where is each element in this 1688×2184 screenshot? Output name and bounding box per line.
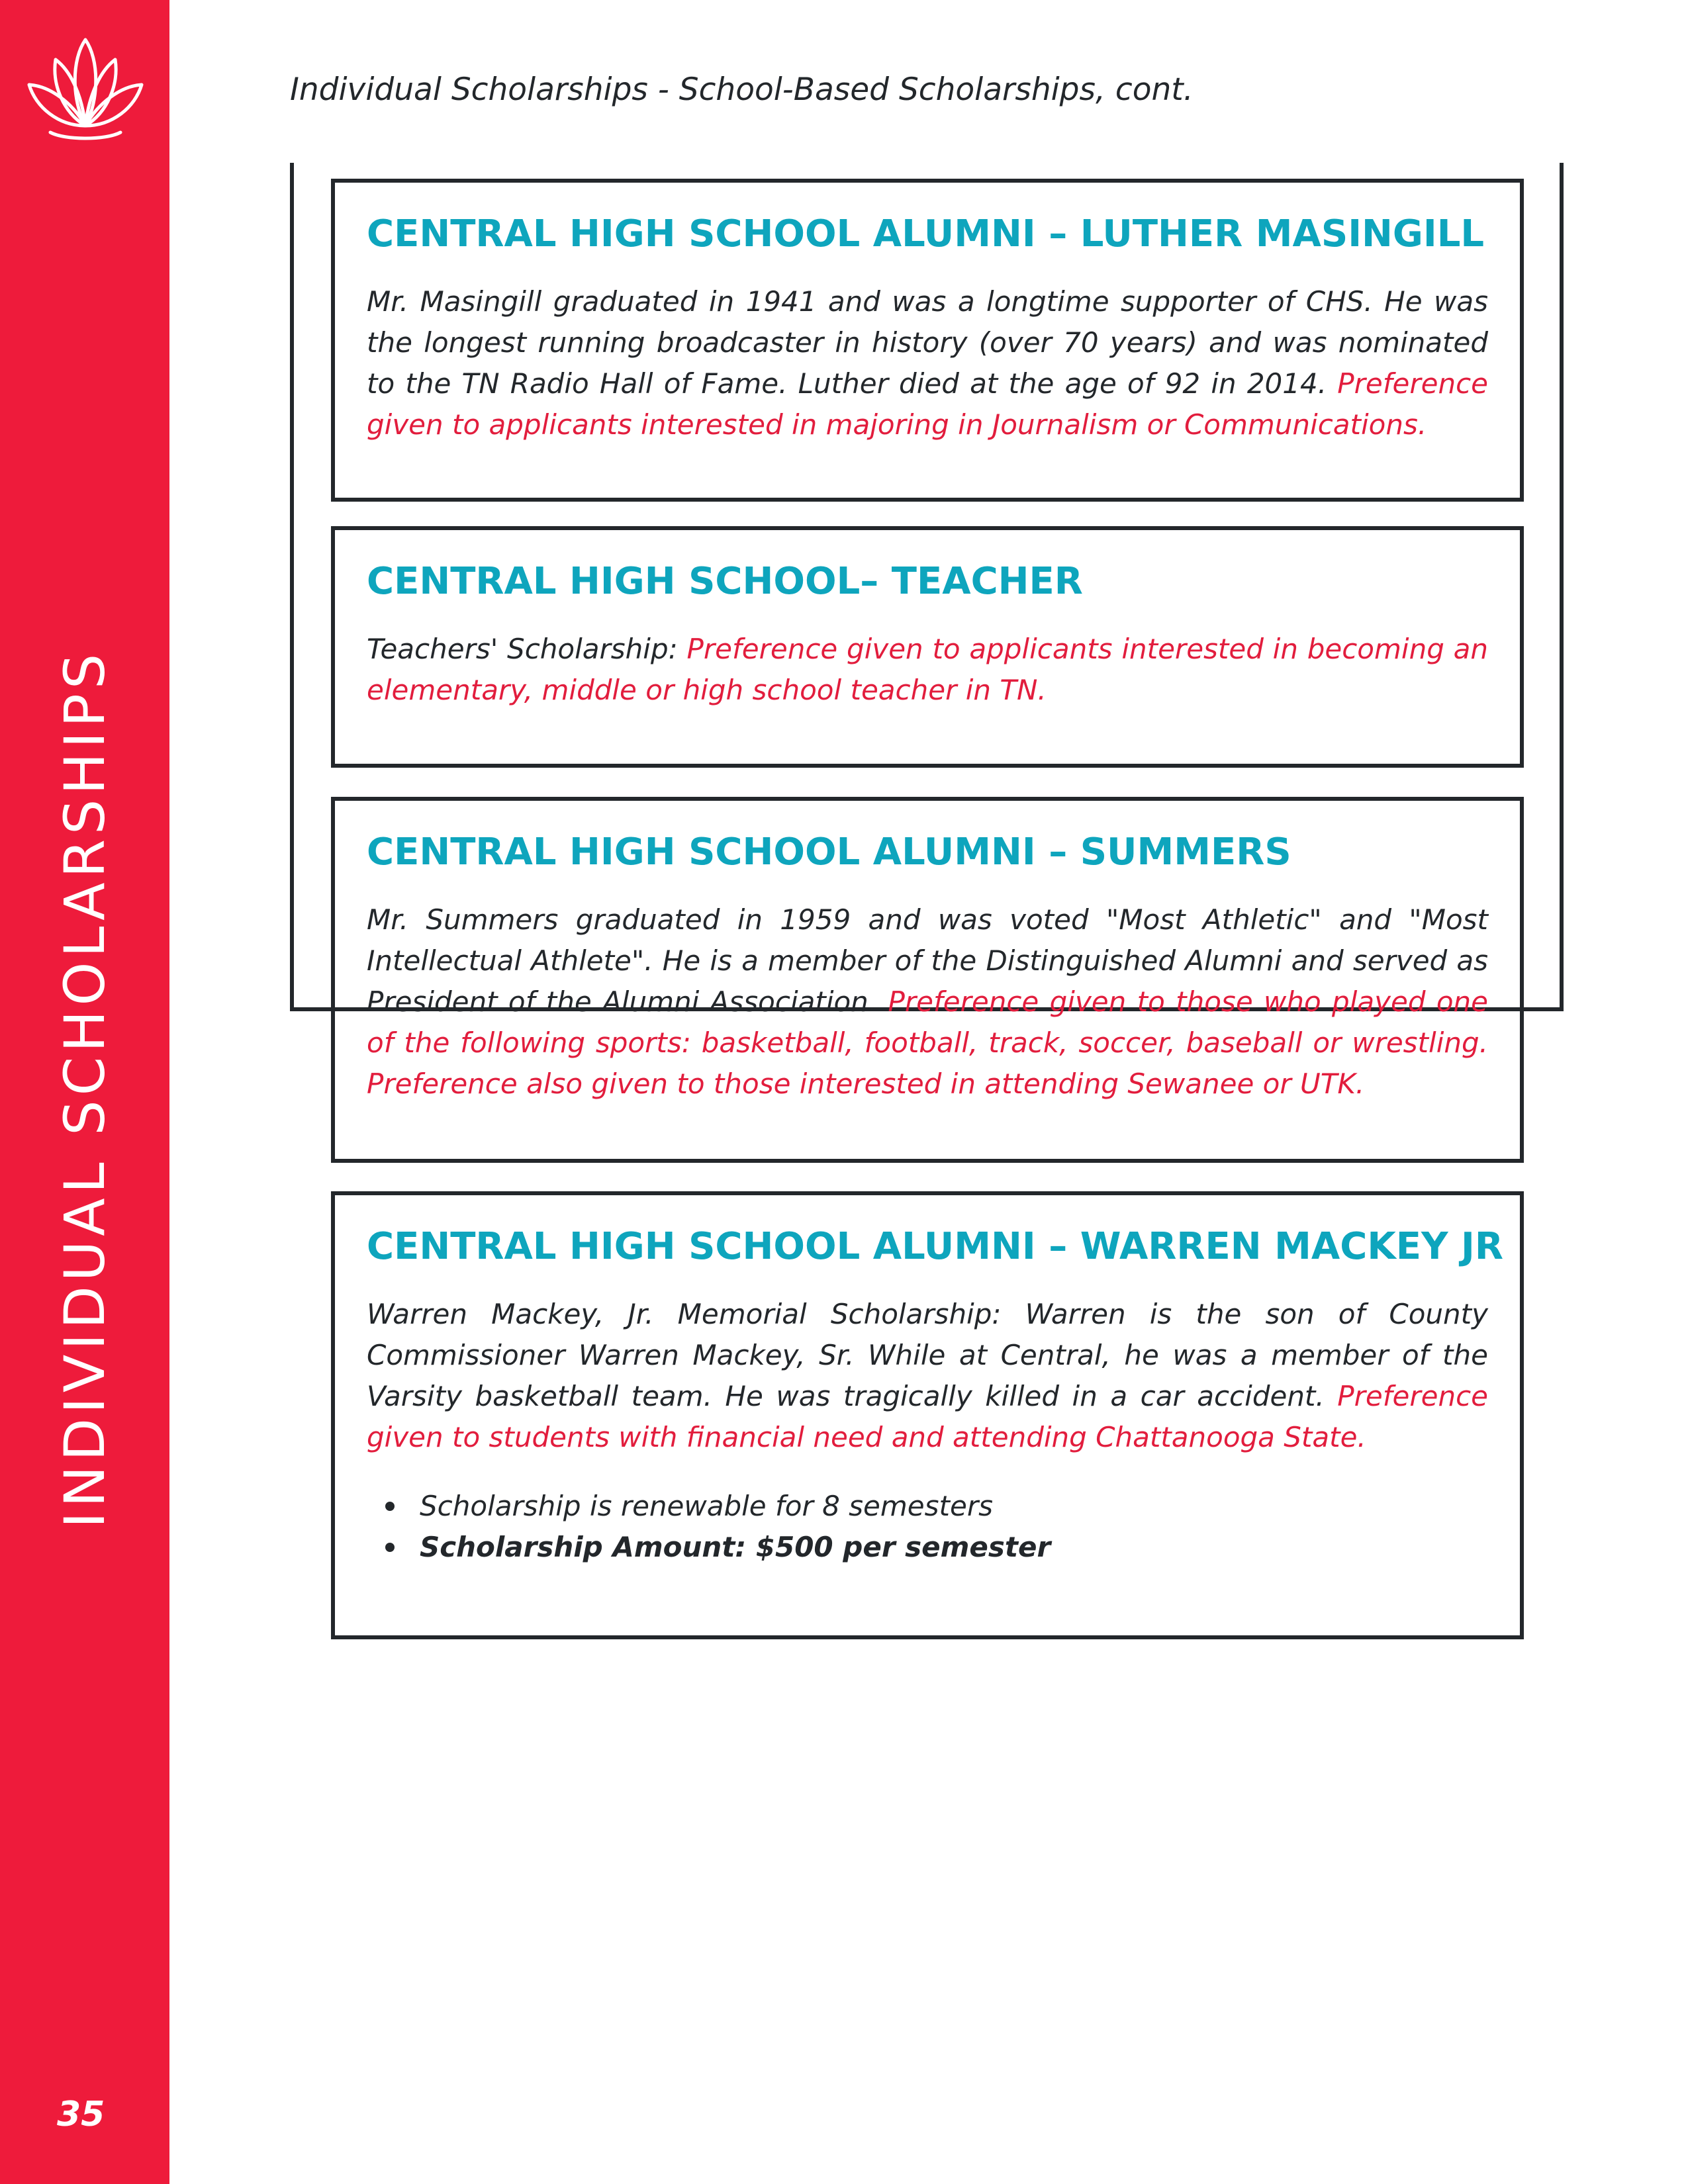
scholarship-card-masingill <box>331 179 1524 502</box>
card-description <box>367 629 1488 711</box>
card-preference-text: Preference given to applicants interested in becoming an elementary, middle or high school teacher in TN. <box>367 633 1488 707</box>
card-preference-text: Preference given to those who played one of the following sports: basketball, football, track, soccer, baseball or wrestling. Preference also given to those interested in attending Sewanee or UTK. <box>367 985 1488 1101</box>
scholarship-card-summers <box>331 797 1524 1163</box>
lotus-logo-icon <box>24 33 147 146</box>
card-description <box>367 1294 1488 1458</box>
card-body-text: Teachers' Scholarship: <box>367 633 687 666</box>
card-description <box>367 899 1488 1105</box>
running-header: Individual Scholarships - School-Based Scholarships, cont. <box>290 71 1194 108</box>
scholarship-card-teacher <box>331 526 1524 768</box>
bullet-amount: Scholarship Amount: $500 per semester <box>385 1527 1488 1568</box>
bullet-list <box>367 1486 1488 1568</box>
card-body-text: Mr. Masingill graduated in 1941 and was a longtime supporter of CHS. He was the longest running broadcaster in history (over 70 years) and was nominated to the TN Radio Hall of Fame. Luther died at the age of 92 in 2014. <box>367 285 1488 400</box>
sidebar <box>0 0 169 2184</box>
card-preference-text: Preference given to applicants interested in majoring in Journalism or Communications. <box>367 367 1488 441</box>
card-body-text: Warren Mackey, Jr. Memorial Scholarship: Warren is the son of County Commissioner Warren Mackey, Sr. While at Central, he was a member of the Varsity basketball team. He was tragically killed in a car accident. <box>367 1298 1488 1413</box>
bullet-renewable: Scholarship is renewable for 8 semesters <box>385 1486 1488 1527</box>
page-number: 35 <box>57 2095 105 2134</box>
section-title: INDIVIDUAL SCHOLARSHIPS <box>52 649 117 1529</box>
scholarship-card-mackey <box>331 1191 1524 1639</box>
card-title: CENTRAL HIGH SCHOOL ALUMNI – WARREN MACKEY JR <box>367 1225 1503 1268</box>
card-title: CENTRAL HIGH SCHOOL– TEACHER <box>367 560 1083 603</box>
card-preference-text: Preference given to students with financial need and attending Chattanooga State. <box>367 1380 1488 1454</box>
card-description <box>367 281 1488 445</box>
card-title: CENTRAL HIGH SCHOOL ALUMNI – LUTHER MASINGILL <box>367 212 1485 255</box>
card-body-text: Mr. Summers graduated in 1959 and was voted "Most Athletic" and "Most Intellectual Athlete". He is a member of the Distinguished Alumni and served as President of the Alumni Association. <box>367 903 1488 1019</box>
card-title: CENTRAL HIGH SCHOOL ALUMNI – SUMMERS <box>367 831 1291 874</box>
